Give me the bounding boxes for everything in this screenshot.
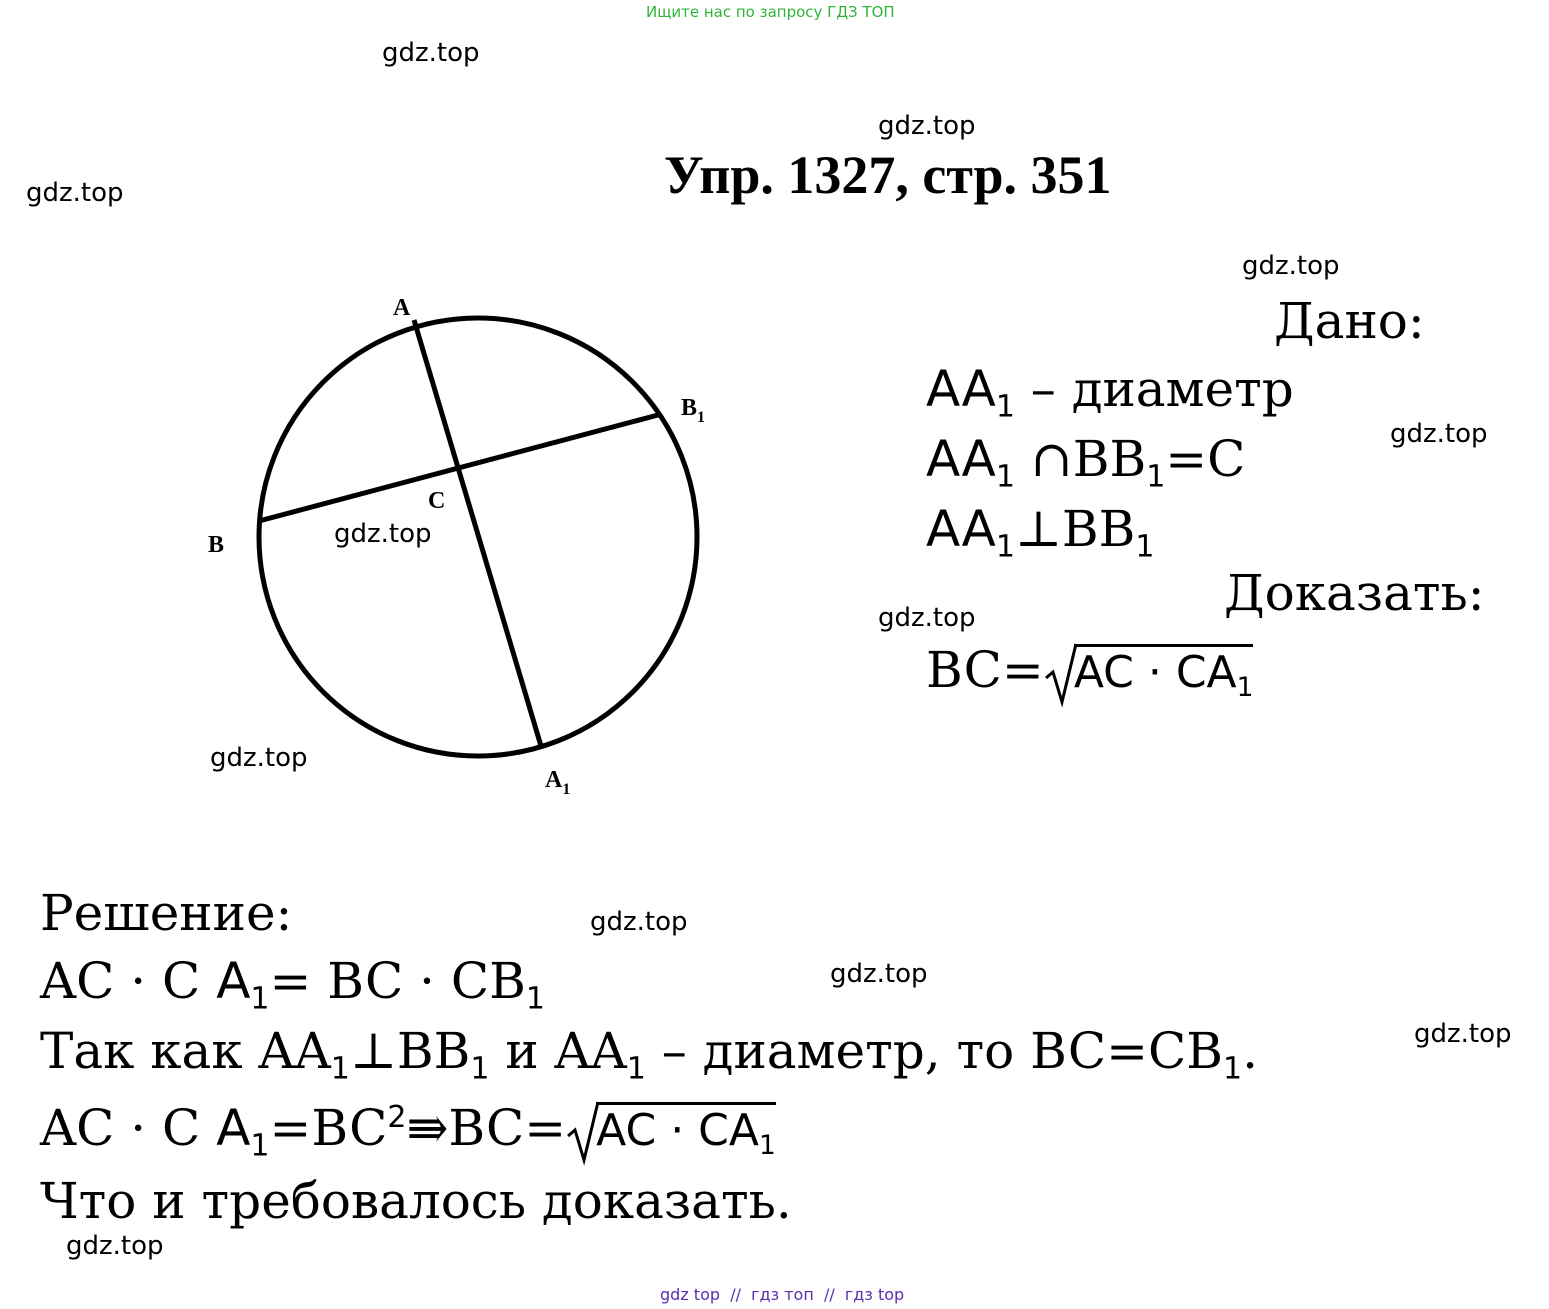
watermark: gdz.top: [878, 603, 976, 633]
solution-line-1: AC · C $A_1=$ BC · $CB_1$: [40, 952, 546, 1017]
solution-heading: Решение:: [40, 884, 293, 942]
watermark: gdz.top: [210, 743, 308, 773]
watermark: gdz.top: [1242, 251, 1340, 281]
footer-links[interactable]: gdz top // гдз топ // гдз top: [660, 1285, 905, 1304]
given-line-diameter: $AA_1$ – диаметр: [926, 360, 1294, 425]
sqrt-sign: AC · $CA_1$: [566, 1102, 776, 1153]
page-title: Упр. 1327, стр. 351: [664, 145, 1112, 205]
solution-line-3: AC · C $A_1=BC^2⇛BC=$ AC · $CA_1$: [40, 1099, 776, 1164]
point-label-B: B: [208, 532, 225, 558]
watermark: gdz.top: [1390, 419, 1488, 449]
diameter-AA1: [414, 320, 541, 746]
point-label-B1: $B_1$: [681, 395, 706, 426]
given-line-perpendicular: $AA_1\perp BB_1$: [926, 500, 1155, 565]
prove-heading: Доказать:: [1224, 564, 1485, 622]
watermark: gdz.top: [334, 519, 432, 549]
point-label-A: A: [393, 295, 411, 321]
watermark: gdz.top: [382, 38, 480, 68]
sqrt-sign: AC · $CA_1$: [1044, 644, 1254, 695]
search-banner: Ищите нас по запросу ГДЗ ТОП: [646, 3, 895, 21]
point-label-C: C: [428, 488, 446, 514]
solution-conclusion: Что и требовалось доказать.: [40, 1172, 792, 1230]
watermark: gdz.top: [590, 907, 688, 937]
prove-statement: BC= AC · $CA_1$: [926, 641, 1254, 704]
solution-line-2: Так как $AA_1\perp BB_1$ и $AA_1$ – диаметр, то $BC=CB_1$.: [40, 1022, 1258, 1087]
watermark: gdz.top: [878, 111, 976, 141]
watermark: gdz.top: [830, 959, 928, 989]
watermark: gdz.top: [26, 178, 124, 208]
circle-diagram: [190, 280, 750, 810]
watermark: gdz.top: [66, 1231, 164, 1261]
given-line-intersection: $AA_1$ $\cap BB_1=C$: [926, 430, 1246, 495]
watermark: gdz.top: [1414, 1019, 1512, 1049]
chord-BB1: [259, 415, 658, 521]
point-label-A1: $A_1$: [545, 767, 571, 798]
given-heading: Дано:: [1274, 292, 1425, 350]
